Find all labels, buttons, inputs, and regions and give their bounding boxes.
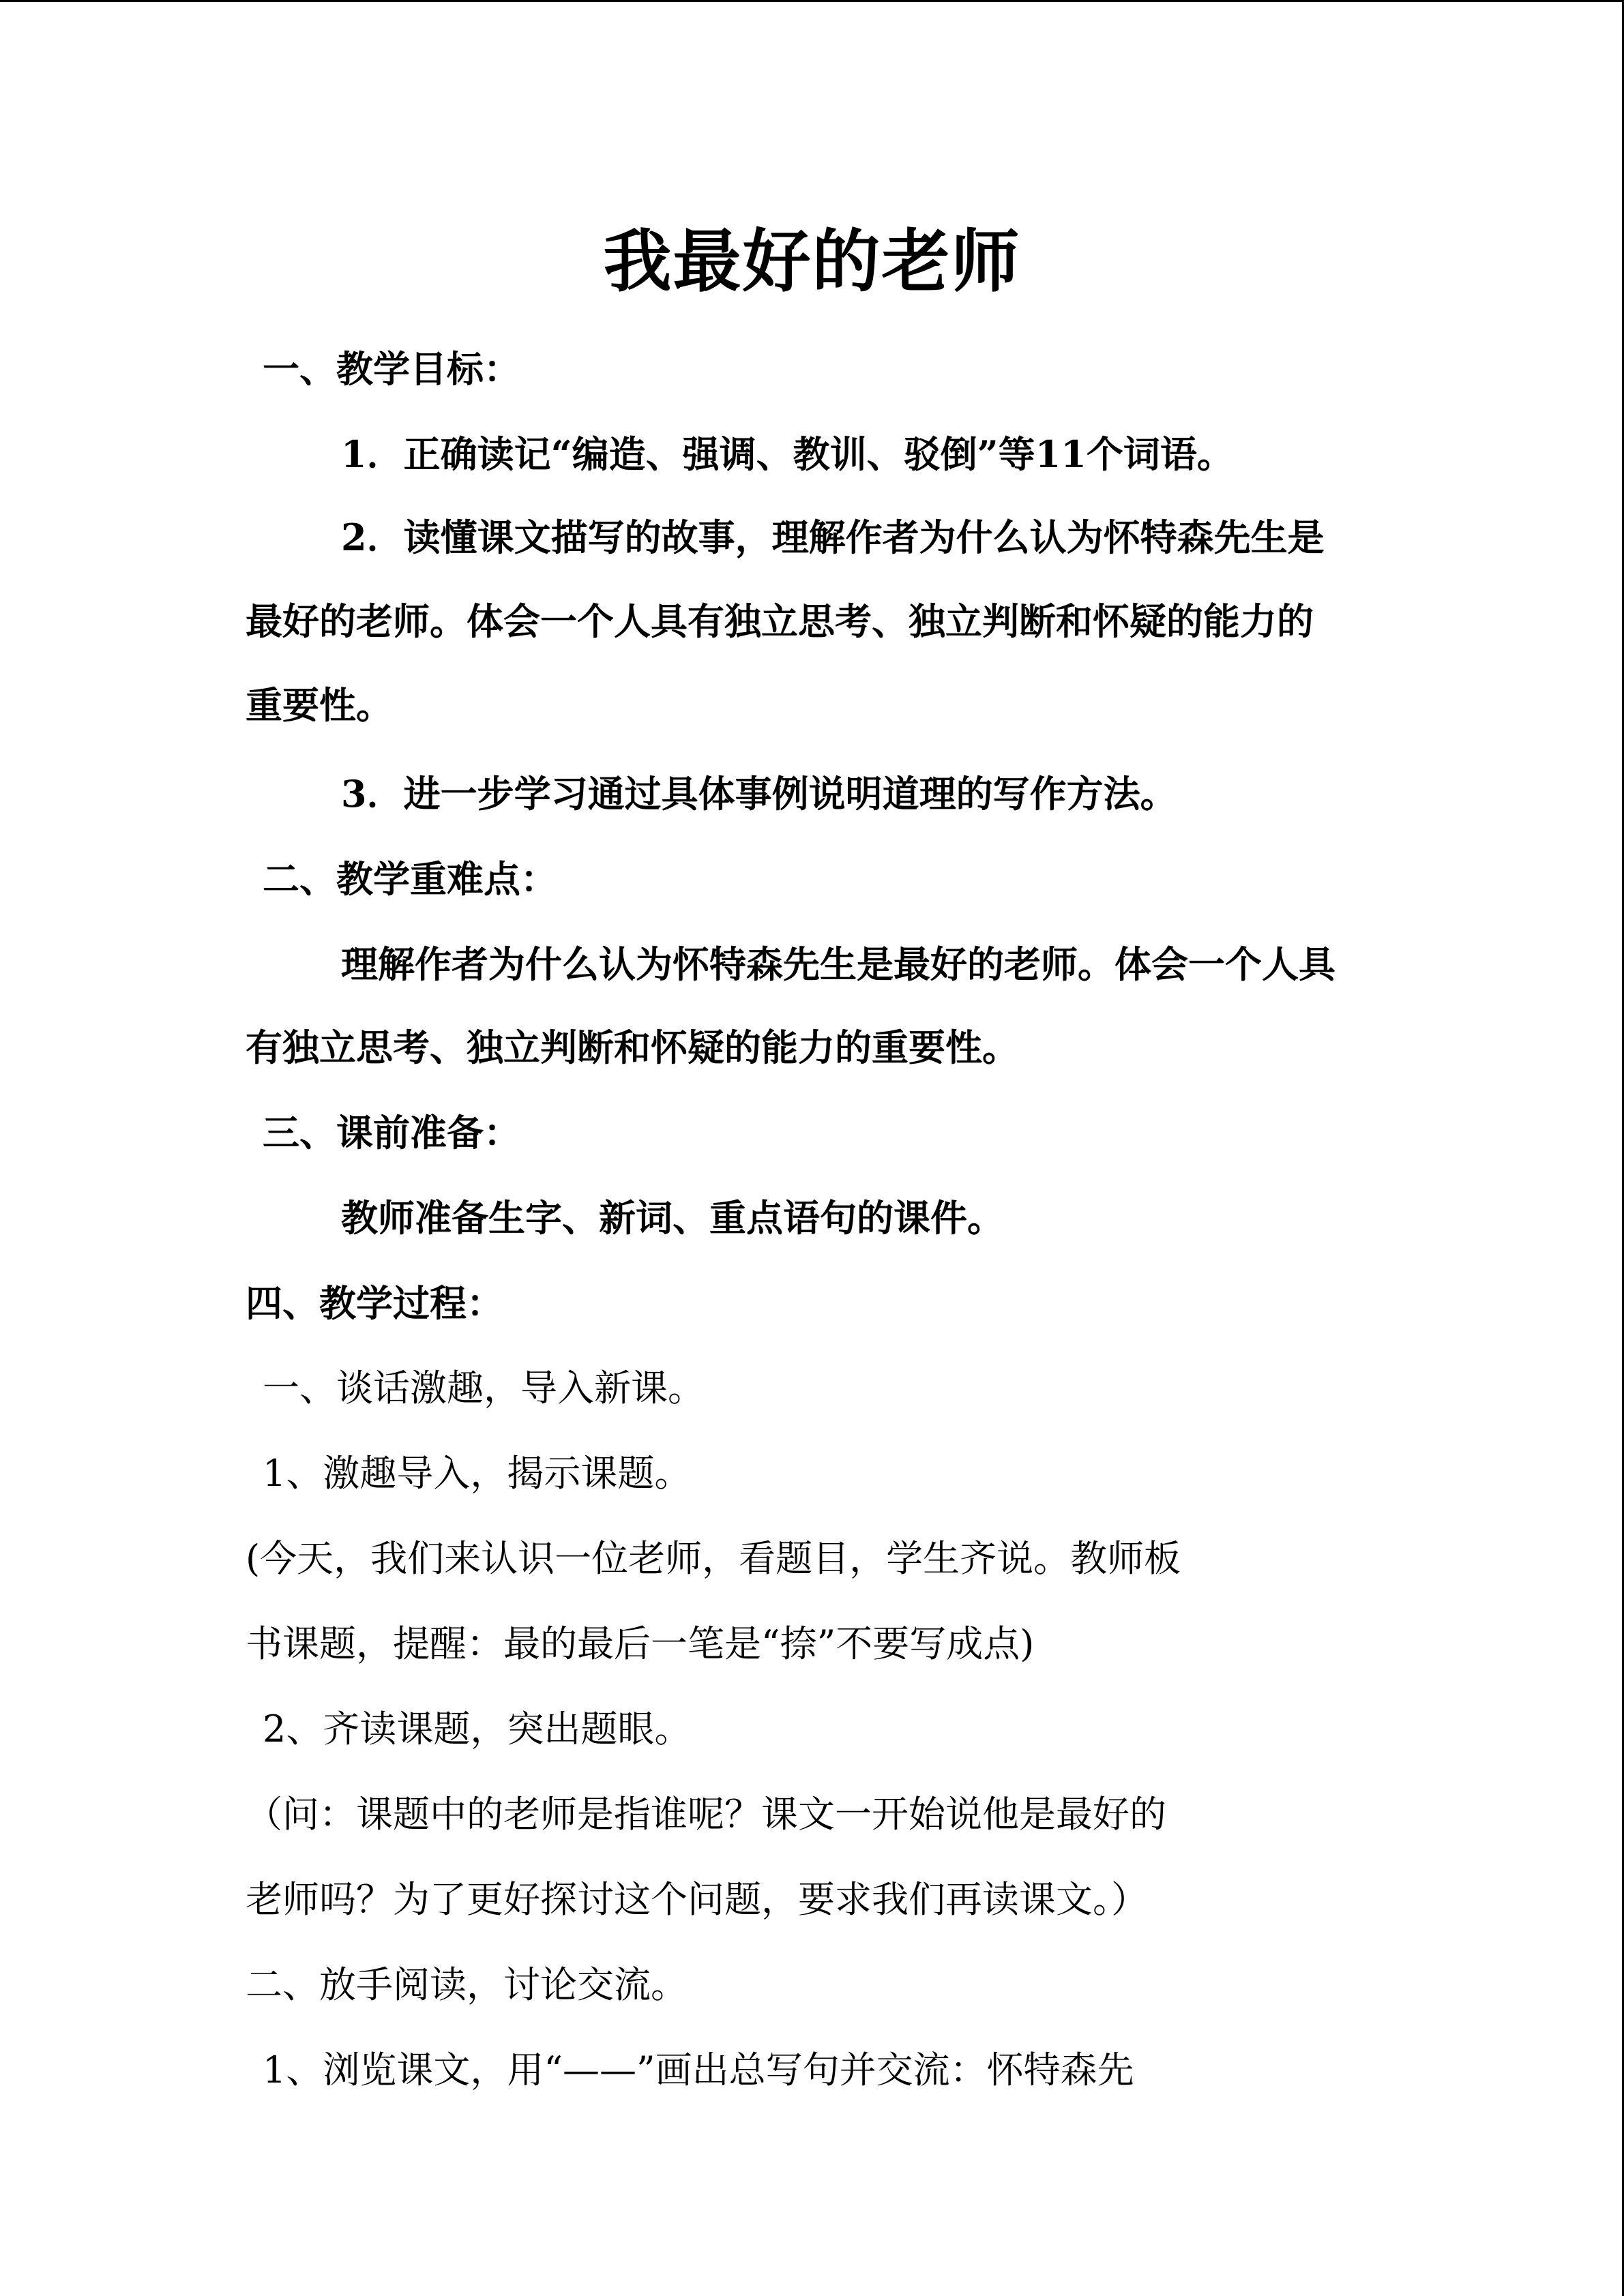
process-note-2-line-1: （问：课题中的老师是指谁呢？课文一开始说他是最好的 (246, 1793, 1166, 1836)
process-step-1-item-1: 1、激趣导入，揭示课题。 (263, 1452, 692, 1495)
objective-2-line-2: 最好的老师。体会一个人具有独立思考、独立判断和怀疑的能力的 (246, 599, 1314, 643)
page-border-top (0, 0, 1624, 2)
process-note-1-line-1: (今天，我们来认识一位老师，看题目，学生齐说。教师板 (246, 1537, 1181, 1580)
section-heading-preparation: 三、课前准备： (263, 1111, 520, 1154)
objective-3: 3．进一步学习通过具体事例说明道理的写作方法。 (341, 772, 1177, 816)
process-step-1-item-2: 2、齐读课题，突出题眼。 (263, 1708, 692, 1750)
objective-2-line-3: 重要性。 (246, 683, 393, 727)
process-step-2-heading: 二、放手阅读，讨论交流。 (246, 1963, 688, 2006)
objective-2-line-1: 2．读懂课文描写的故事，理解作者为什么认为怀特森先生是 (341, 516, 1325, 559)
section-heading-process: 四、教学过程： (246, 1281, 503, 1325)
process-step-2-item-1: 1、浏览课文，用“——”画出总写句并交流：怀特森先 (263, 2048, 1134, 2091)
process-note-2-line-2: 老师吗？为了更好探讨这个问题，要求我们再读课文。） (246, 1878, 1148, 1921)
objective-1: 1．正确读记“编造、强调、教训、驳倒”等11个词语。 (341, 432, 1234, 476)
document-title: 我最好的老师 (603, 221, 1021, 301)
preparation-text: 教师准备生字、新词、重点语句的课件。 (341, 1196, 1004, 1240)
key-points-line-2: 有独立思考、独立判断和怀疑的能力的重要性。 (246, 1026, 1019, 1069)
section-heading-key-points: 二、教学重难点： (263, 857, 557, 901)
process-step-1-heading: 一、谈话激趣，导入新课。 (263, 1367, 705, 1410)
section-heading-objectives: 一、教学目标： (263, 347, 520, 391)
key-points-line-1: 理解作者为什么认为怀特森先生是最好的老师。体会一个人具 (341, 942, 1335, 986)
process-note-1-line-2: 书课题，提醒：最的最后一笔是“捺”不要写成点) (246, 1622, 1035, 1665)
